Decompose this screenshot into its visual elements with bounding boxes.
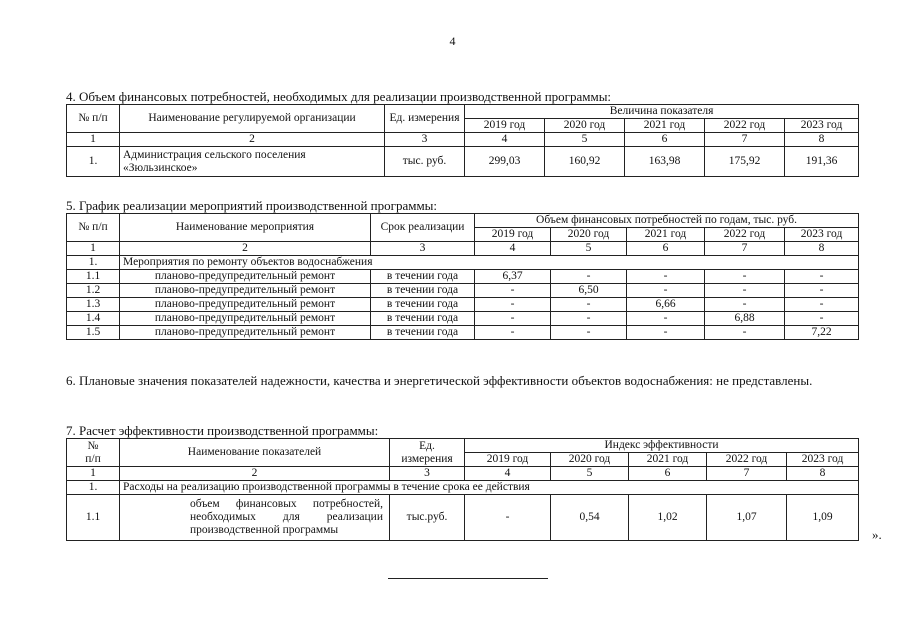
closing-quote: ». xyxy=(872,527,882,542)
efficiency-table xyxy=(66,438,859,541)
value-cell: 6,37 xyxy=(475,270,551,284)
header-num: № п/п xyxy=(67,214,120,242)
value-cell: 160,92 xyxy=(545,147,625,177)
index-cell: 7 xyxy=(707,467,787,481)
value-cell: - xyxy=(475,312,551,326)
group-label: Мероприятия по ремонту объектов водоснабжения xyxy=(120,256,859,270)
header-unit-line: измерения xyxy=(401,452,453,465)
header-year: 2023 год xyxy=(787,453,859,467)
header-organization: Наименование регулируемой организации xyxy=(120,105,385,133)
index-cell: 4 xyxy=(465,467,551,481)
value-cell: 163,98 xyxy=(625,147,705,177)
header-unit-line: Ед. xyxy=(419,439,435,452)
index-cell: 1 xyxy=(67,242,120,256)
indicator-name-line: объем финансовых потребностей, xyxy=(190,498,383,510)
value-cell: - xyxy=(475,298,551,312)
index-cell: 2 xyxy=(120,242,371,256)
header-indicator-name: Наименование показателей xyxy=(120,439,390,467)
section-4-title: 4. Объем финансовых потребностей, необходимых для реализации производственной программы: xyxy=(66,89,612,104)
row-num: 1.1 xyxy=(67,270,120,284)
value-cell: - xyxy=(475,284,551,298)
term-cell: в течении года xyxy=(371,326,475,340)
index-cell: 8 xyxy=(787,467,859,481)
term-cell: в течении года xyxy=(371,312,475,326)
header-year: 2019 год xyxy=(475,228,551,242)
header-activity: Наименование мероприятия xyxy=(120,214,371,242)
indicator-name-line: необходимых для реализации xyxy=(190,511,383,523)
value-cell: - xyxy=(551,270,627,284)
index-cell: 2 xyxy=(120,467,390,481)
term-cell: в течении года xyxy=(371,298,475,312)
header-year: 2020 год xyxy=(545,119,625,133)
group-num: 1. xyxy=(67,256,120,270)
value-cell: 191,36 xyxy=(785,147,859,177)
term-cell: в течении года xyxy=(371,284,475,298)
header-year: 2022 год xyxy=(705,228,785,242)
index-cell: 5 xyxy=(545,133,625,147)
value-cell: 6,50 xyxy=(551,284,627,298)
value-cell: - xyxy=(705,298,785,312)
value-cell: - xyxy=(705,284,785,298)
header-year: 2022 год xyxy=(707,453,787,467)
value-cell: 175,92 xyxy=(705,147,785,177)
index-cell: 3 xyxy=(390,467,465,481)
header-num-line: № xyxy=(87,439,99,452)
header-year: 2020 год xyxy=(551,228,627,242)
value-cell: - xyxy=(551,326,627,340)
header-year: 2021 год xyxy=(629,453,707,467)
index-cell: 3 xyxy=(371,242,475,256)
value-cell: 1,02 xyxy=(629,495,707,541)
header-financial-needs: Объем финансовых потребностей по годам, тыс. руб. xyxy=(475,214,859,228)
index-cell: 7 xyxy=(705,133,785,147)
value-cell: 6,66 xyxy=(627,298,705,312)
footer-divider xyxy=(388,578,548,579)
value-cell: 6,88 xyxy=(705,312,785,326)
value-cell: - xyxy=(465,495,551,541)
section-7-title: 7. Расчет эффективности производственной программы: xyxy=(66,423,379,438)
financial-needs-table xyxy=(66,104,859,177)
header-year: 2019 год xyxy=(465,453,551,467)
header-indicator-value: Величина показателя xyxy=(465,105,859,119)
term-cell: в течении года xyxy=(371,270,475,284)
unit-cell: тыс.руб. xyxy=(390,495,465,541)
value-cell: - xyxy=(627,284,705,298)
row-num: 1.1 xyxy=(67,495,120,541)
row-num: 1.5 xyxy=(67,326,120,340)
activity-name: планово-предупредительный ремонт xyxy=(120,298,371,312)
index-cell: 1 xyxy=(67,133,120,147)
value-cell: - xyxy=(475,326,551,340)
header-num: № п/п xyxy=(67,105,120,133)
value-cell: - xyxy=(705,270,785,284)
index-cell: 8 xyxy=(785,133,859,147)
page-number: 4 xyxy=(449,34,456,48)
index-cell: 1 xyxy=(67,467,120,481)
header-year: 2021 год xyxy=(625,119,705,133)
row-num: 1.4 xyxy=(67,312,120,326)
header-year: 2022 год xyxy=(705,119,785,133)
value-cell: - xyxy=(627,270,705,284)
value-cell: - xyxy=(785,284,859,298)
value-cell: - xyxy=(627,312,705,326)
index-cell: 4 xyxy=(465,133,545,147)
index-cell: 2 xyxy=(120,133,385,147)
value-cell: 7,22 xyxy=(785,326,859,340)
header-year: 2021 год xyxy=(627,228,705,242)
index-cell: 5 xyxy=(551,467,629,481)
activity-name: планово-предупредительный ремонт xyxy=(120,326,371,340)
activity-name: планово-предупредительный ремонт xyxy=(120,270,371,284)
organization-name: Администрация сельского поселения «Зюльзинское» xyxy=(120,147,385,177)
schedule-table xyxy=(66,213,859,340)
row-num: 1.2 xyxy=(67,284,120,298)
indicator-name xyxy=(120,495,390,541)
value-cell: - xyxy=(785,312,859,326)
indicator-name-line: производственной программы xyxy=(190,524,339,536)
value-cell: - xyxy=(551,298,627,312)
header-efficiency-index: Индекс эффективности xyxy=(465,439,859,453)
index-cell: 5 xyxy=(551,242,627,256)
value-cell: 299,03 xyxy=(465,147,545,177)
value-cell: 1,09 xyxy=(787,495,859,541)
header-term: Срок реализации xyxy=(371,214,475,242)
index-cell: 7 xyxy=(705,242,785,256)
row-num: 1. xyxy=(67,147,120,177)
activity-name: планово-предупредительный ремонт xyxy=(120,312,371,326)
section-6-text: 6. Плановые значения показателей надежности, качества и энергетической эффективности объектов водоснабжения: не представлены. xyxy=(66,373,813,388)
index-cell: 8 xyxy=(785,242,859,256)
value-cell: - xyxy=(705,326,785,340)
activity-name: планово-предупредительный ремонт xyxy=(120,284,371,298)
group-label: Расходы на реализацию производственной программы в течение срока ее действия xyxy=(120,481,859,495)
value-cell: 1,07 xyxy=(707,495,787,541)
index-cell: 6 xyxy=(627,242,705,256)
header-unit: Ед. измерения xyxy=(385,105,465,133)
header-year: 2023 год xyxy=(785,119,859,133)
header-year: 2020 год xyxy=(551,453,629,467)
value-cell: - xyxy=(785,298,859,312)
header-num xyxy=(67,439,120,467)
index-cell: 4 xyxy=(475,242,551,256)
value-cell: - xyxy=(785,270,859,284)
index-cell: 6 xyxy=(629,467,707,481)
group-num: 1. xyxy=(67,481,120,495)
header-year: 2023 год xyxy=(785,228,859,242)
index-cell: 3 xyxy=(385,133,465,147)
header-year: 2019 год xyxy=(465,119,545,133)
header-num-line: п/п xyxy=(85,452,101,465)
value-cell: - xyxy=(551,312,627,326)
header-unit xyxy=(390,439,465,467)
section-5-title: 5. График реализации мероприятий производственной программы: xyxy=(66,198,438,213)
unit-cell: тыс. руб. xyxy=(385,147,465,177)
index-cell: 6 xyxy=(625,133,705,147)
value-cell: 0,54 xyxy=(551,495,629,541)
row-num: 1.3 xyxy=(67,298,120,312)
value-cell: - xyxy=(627,326,705,340)
